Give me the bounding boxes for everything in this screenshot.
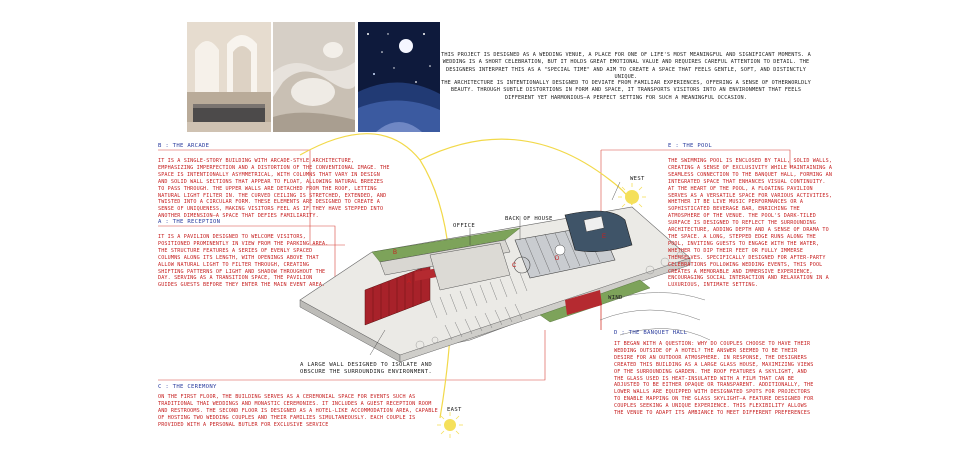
label-east: EAST xyxy=(447,407,462,413)
section-body-arcade: IT IS A SINGLE-STORY BUILDING WITH ARCADE-STYLE ARCHITECTURE, EMPHASIZING IMPERFECTION AND A DISTORTION OF THE CONVENTIONAL IMAGE. THE SPACE IS INTENTIONALLY ASYMMETRICAL, WITH COLUMNS THAT VARY IN DESIGN AND SOLID WALL SECTIONS THAT APPEAR TO FLOAT, ALLOWING NATURAL BREEZES TO PASS THROUGH. THE UPPER WALLS ARE DETACHED FROM THE ROOF, LETTING NATURAL LIGHT FILTER IN. THE CURVED CEILING IS STRETCHED, EXTENDED, AND TWISTED INTO A CIRCULAR FORM. THESE ELEMENTS ARE DESIGNED TO CREATE A SENSE OF UNIQUENESS, MAKING VISITORS FEEL AS IF THEY HAVE STEPPED INTO ANOTHER DIMENSION—A SPACE THAT DEFIES FAMILIARITY. xyxy=(158,158,390,220)
section-title-arcade: B : THE ARCADE xyxy=(158,143,210,149)
section-body-banquet: IT BEGAN WITH A QUESTION: WHY DO COUPLES CHOOSE TO HAVE THEIR WEDDING OUTSIDE OF A HOTEL? THE ANSWER SEEMED TO BE THEIR DESIRE FOR AN OUTDOOR ATMOSPHERE. IN RESPONSE, THE DESIGNERS CREATED THIS BUILDING AS A LARGE GLASS HOUSE, MAXIMIZING VIEWS OF THE SURROUNDING GARDEN. THE ROOF FEATURES A SKYLIGHT, AND THE GLASS USED IS HEAT-INSULATED WITH A FILM THAT CAN BE ADJUSTED TO BE EITHER OPAQUE OR TRANSPARENT. ADDITIONALLY, THE LOWER WALLS ARE EQUIPPED WITH DESIGNATED SPOTS FOR PROJECTORS TO ENABLE MAPPING ON THE GLASS SKYLIGHT—A FEATURE DESIGNED FOR COUPLES SEEKING A UNIQUE EXPERIENCE. THIS FLEXIBILITY ALLOWS THE VENUE TO ADAPT ITS AMBIANCE TO MEET DIFFERENT PREFERENCES xyxy=(614,341,814,417)
section-title-ceremony: C : THE CEREMONY xyxy=(158,384,217,390)
marker-d: D xyxy=(555,256,560,262)
marker-c: C xyxy=(512,263,517,269)
section-title-banquet: D : THE BANQUET HALL xyxy=(614,330,688,336)
marker-e: E xyxy=(602,234,607,240)
section-title-reception: A : THE RECEPTION xyxy=(158,219,221,225)
marker-a: A xyxy=(407,279,412,285)
intro-paragraph-1: THIS PROJECT IS DESIGNED AS A WEDDING VENUE, A PLACE FOR ONE OF LIFE'S MOST MEANINGFUL AND SIGNIFICANT MOMENTS. A WEDDING IS A SHORT CELEBRATION, BUT IT HOLDS GREAT EMOTIONAL VALUE AND REQUIRES CAREFUL ATTENTION TO DETAIL. THE DESIGNERS INTERPRET THIS AS A "SPECIAL TIME" AND AIM TO CREATE A SPACE THAT FEELS GENTLE, SOFT, AND DISTINCTLY UNIQUE. xyxy=(441,52,811,80)
section-body-reception: IT IS A PAVILION DESIGNED TO WELCOME VISITORS, POSITIONED PROMINENTLY IN VIEW FROM THE PARKING AREA. THE STRUCTURE FEATURES A SERIES OF EVENLY SPACED COLUMNS ALONG ITS LENGTH, WITH OPENINGS ABOVE THAT ALLOW NATURAL LIGHT TO FILTER THROUGH, CREATING SHIFTING PATTERNS OF LIGHT AND SHADOW THROUGHOUT THE DAY. SERVING AS A TRANSITION SPACE, THE PAVILION GUIDES GUESTS BEFORE THEY ENTER THE MAIN EVENT AREA. xyxy=(158,234,329,289)
label-west: WEST xyxy=(630,176,645,182)
site-plan-axonometric xyxy=(300,207,690,362)
intro-paragraph-2: THE ARCHITECTURE IS INTENTIONALLY DESIGNED TO DEVIATE FROM FAMILIAR EXPERIENCES, OFFERING A SENSE OF OTHERWORLDLY BEAUTY. THROUGH SUBTLE DISTORTIONS IN FORM AND SPACE, IT TRANSPORTS VISITORS INTO AN ENVIRONMENT THAT FEELS DIFFERENT YET HARMONIOUS—A PERFECT SETTING FOR SUCH A MEANINGFUL OCCASION. xyxy=(441,80,811,101)
section-body-ceremony: ON THE FIRST FLOOR, THE BUILDING SERVES AS A CEREMONIAL SPACE FOR EVENTS SUCH AS TRADITIONAL THAI WEDDINGS AND MONASTIC CEREMONIES. IT INCLUDES A GUEST RECEPTION ROOM AND RESTROOMS. THE SECOND FLOOR IS DESIGNED AS A HOTEL-LIKE ACCOMMODATION AREA, CAPABLE OF HOSTING TWO WEDDING COUPLES AND THEIR FAMILIES SIMULTANEOUSLY. EACH COUPLE IS PROVIDED WITH A PERSONAL BUTLER FOR EXCLUSIVE SERVICE xyxy=(158,394,438,428)
label-back-of-house: BACK OF HOUSE xyxy=(505,216,553,222)
section-body-pool: THE SWIMMING POOL IS ENCLOSED BY TALL, SOLID WALLS, CREATING A SENSE OF EXCLUSIVITY WHILE MAINTAINING A SEAMLESS CONNECTION TO THE BANQUET HALL, FORMING AN INTEGRATED SPACE THAT ENHANCES VISUAL CONTINUITY. AT THE HEART OF THE POOL, A FLOATING PAVILION SERVES AS A VERSATILE SPACE FOR VARIOUS ACTIVITIES, WHETHER IT BE LIVE MUSIC PERFORMANCES OR A SOPHISTICATED BEVERAGE BAR, ENRICHING THE ATMOSPHERE OF THE VENUE. THE POOL'S DARK-TILED SURFACE IS DESIGNED TO REFLECT THE SURROUNDING ARCHITECTURE, ADDING DEPTH AND A SENSE OF DRAMA TO THE SPACE. A LONG, STEPPED EDGE RUNS ALONG THE POOL, INVITING GUESTS TO ENGAGE WITH THE WATER, WHETHER TO DIP THEIR FEET OR FULLY IMMERSE THEMSELVES. SPECIFICALLY DESIGNED FOR AFTER-PARTY CELEBRATIONS FOLLOWING WEDDING EVENTS, THIS POOL CREATES A MEMORABLE AND IMMERSIVE EXPERIENCE, ENCOURAGING SOCIAL INTERACTION AND RELAXATION IN A LUXURIOUS, INTIMATE SETTING. xyxy=(668,158,833,289)
marker-b: B xyxy=(393,250,398,256)
section-title-pool: E : THE POOL xyxy=(668,143,713,149)
label-wall-note: A LARGE WALL DESIGNED TO ISOLATE AND OBSCURE THE SURROUNDING ENVIRONMENT. xyxy=(300,362,433,375)
label-office: OFFICE xyxy=(453,223,476,229)
label-wind: WIND xyxy=(608,295,623,301)
